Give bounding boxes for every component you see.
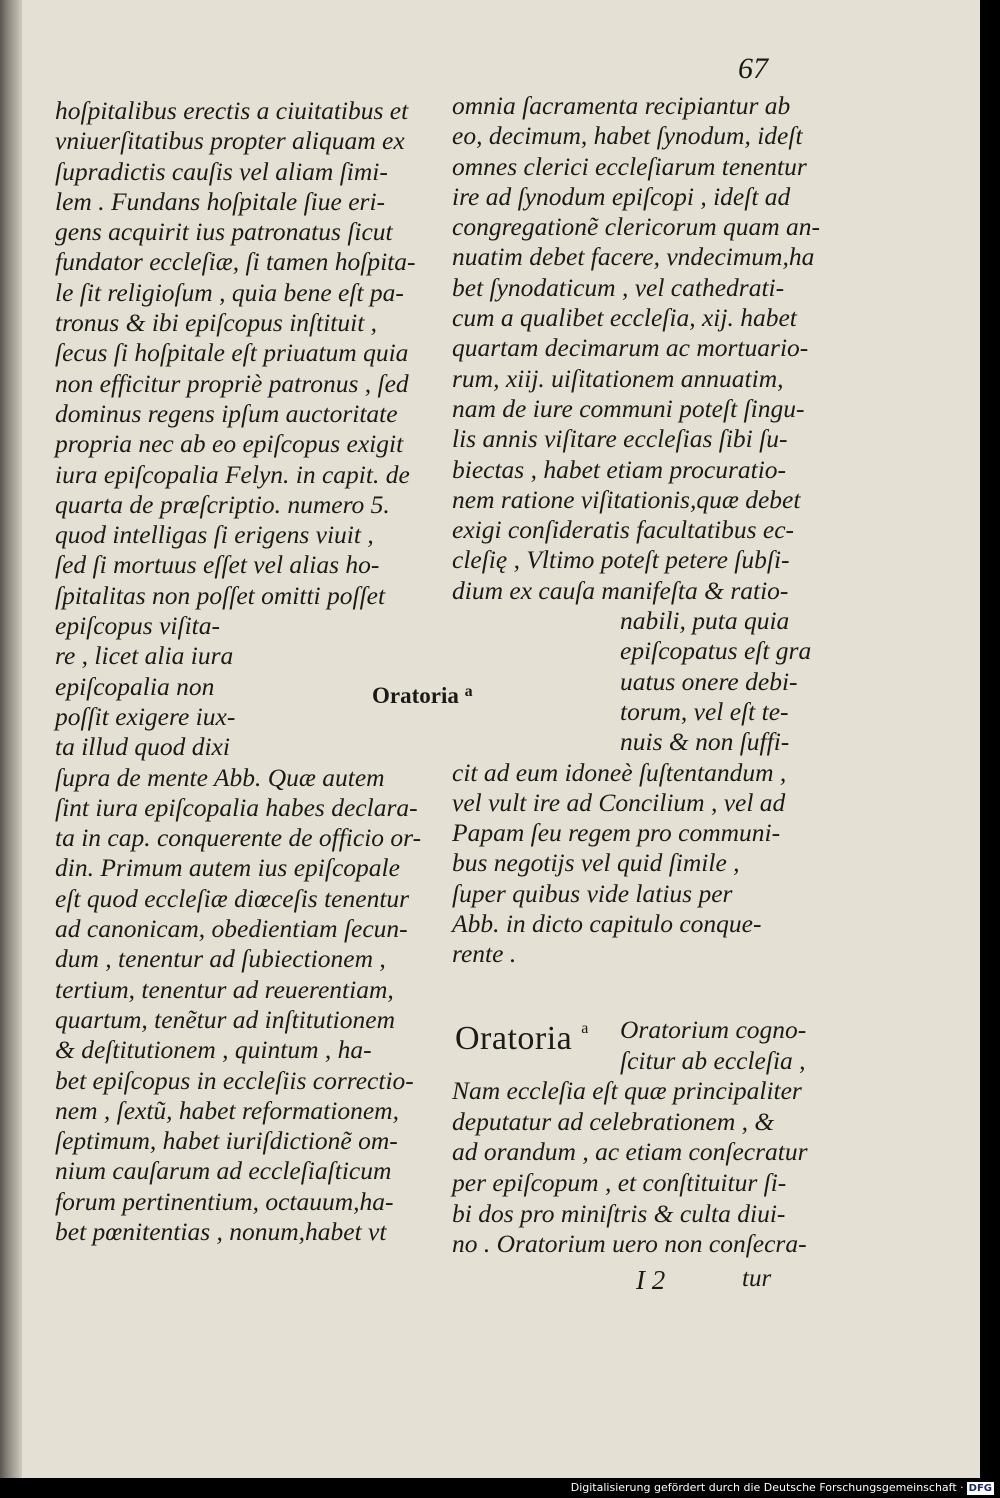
text-line: omnes clerici eccleſiarum tenentur	[452, 151, 807, 181]
signature-mark: I 2	[636, 1265, 666, 1295]
text-line: tertium, tenentur ad reuerentiam,	[55, 974, 394, 1004]
text-line: re , licet alia iura	[55, 641, 234, 671]
text-line: bet ſynodaticum , vel cathedrati-	[452, 272, 785, 302]
text-line: cit ad eum idoneè ſuſtentandum ,	[452, 757, 787, 787]
text-line: poſſit exigere iux-	[55, 701, 236, 731]
text-line: ſed ſi mortuus eſſet vel alias ho-	[55, 550, 380, 580]
text-line: nam de iure communi poteſt ſingu-	[452, 393, 805, 423]
dfg-logo: DFG	[968, 1483, 992, 1494]
text-line: rente .	[452, 939, 517, 969]
text-line: Oratorium cogno-	[620, 1015, 807, 1044]
text-line: bet pœnitentias , nonum,habet vt	[55, 1216, 387, 1246]
text-line: gens acquirit ius patronatus ſicut	[55, 217, 393, 247]
text-line: hoſpitalibus erectis a ciuitatibus et	[55, 96, 409, 125]
text-line: biectas , habet etiam procuratio-	[452, 454, 787, 484]
text-line: ta in cap. conquerente de officio or-	[55, 823, 422, 853]
text-line: bus negotijs vel quid ſimile ,	[452, 848, 740, 878]
text-line: vel vult ire ad Concilium , vel ad	[452, 787, 786, 817]
text-line: Papam ſeu regem pro communi-	[452, 818, 781, 848]
text-line: quarta de præſcriptio. numero 5.	[55, 489, 390, 519]
text-line: omnia ſacramenta recipiantur ab	[452, 91, 791, 120]
text-line: bet epiſcopus in eccleſiis correctio-	[55, 1065, 414, 1095]
text-line: bi dos pro miniſtris & culta diui-	[452, 1198, 786, 1228]
text-line: epiſcopus viſita-	[55, 611, 221, 641]
text-line: uatus onere debi-	[620, 666, 798, 696]
left-column	[55, 96, 421, 1247]
oratorium-paragraph	[452, 1015, 808, 1260]
text-line: ſcitur ab eccleſia ,	[620, 1045, 806, 1075]
text-line: lis annis viſitare eccleſias ſibi ſu-	[452, 424, 788, 454]
text-line: dum , tenentur ad ſubiectionem ,	[55, 944, 386, 974]
text-line: quartum, tenẽtur ad inſtitutionem	[55, 1004, 395, 1034]
text-line: ſint iura epiſcopalia habes declara-	[55, 792, 418, 822]
text-line: nem ratione viſitationis,quæ debet	[452, 484, 801, 514]
text-line: exigi conſideratis facultatibus ec-	[452, 515, 795, 545]
page-gutter	[0, 0, 22, 1478]
text-line: quod intelligas ſi erigens viuit ,	[55, 520, 374, 550]
text-line: congregationẽ clericorum quam an-	[452, 212, 821, 242]
text-line: eſt quod eccleſiæ diœceſis tenentur	[55, 883, 410, 913]
text-line: no . Oratorium uero non conſecra-	[452, 1229, 807, 1259]
text-line: Nam eccleſia eſt quæ principaliter	[452, 1076, 802, 1106]
digitization-footer	[0, 1478, 1000, 1498]
page-number: 67	[738, 52, 768, 85]
text-line: dium ex cauſa manifeſta & ratio-	[452, 575, 789, 605]
text-line: ta illud quod dixi	[55, 732, 230, 762]
text-line: le ſit religioſum , quia bene eſt pa-	[55, 277, 404, 307]
text-line: forum pertinentium, octauum,ha-	[55, 1186, 394, 1216]
text-line: epiſcopatus eſt gra	[620, 636, 812, 666]
text-line: fundator eccleſiæ, ſi tamen hoſpita-	[55, 247, 416, 277]
text-line: epiſcopalia non	[55, 671, 215, 701]
text-line: vniuerſitatibus propter aliquam ex	[55, 126, 405, 156]
text-line: ſupradictis cauſis vel aliam ſimi-	[55, 156, 388, 186]
text-line: lem . Fundans hoſpitale ſiue eri-	[55, 186, 386, 216]
text-line: torum, vel eſt te-	[620, 696, 789, 726]
text-line: nium cauſarum ad eccleſiaſticum	[55, 1156, 392, 1186]
text-line: nabili, puta quia	[620, 606, 790, 636]
text-line: propria nec ab eo epiſcopus exigit	[55, 429, 404, 459]
text-line: ad orandum , ac etiam conſecratur	[452, 1137, 808, 1167]
text-line: ſecus ſi hoſpitale eſt priuatum quia	[55, 338, 409, 368]
text-line: ſupra de mente Abb. Quæ autem	[55, 762, 385, 792]
text-line: iura epiſcopalia Felyn. in capit. de	[55, 459, 410, 489]
text-line: deputatur ad celebrationem , &	[452, 1106, 775, 1136]
text-line: ſuper quibus vide latius per	[452, 878, 733, 908]
text-line: ſpitalitas non poſſet omitti poſſet	[55, 580, 386, 610]
footer-credit: Digitalisierung gefördert durch die Deutsche Forschungsgemeinschaft ·	[570, 1481, 964, 1494]
marginal-heading-small: Oratoria $^a$	[372, 683, 473, 708]
text-line: ire ad ſynodum epiſcopi , ideſt ad	[452, 181, 791, 211]
text-line: Abb. in dicto capitulo conque-	[452, 909, 762, 939]
text-line: ſeptimum, habet iuriſdictionẽ om-	[55, 1126, 398, 1156]
text-line: ad canonicam, obedientiam ſecun-	[55, 914, 408, 944]
right-column	[452, 91, 820, 970]
text-line: per epiſcopum , et conſtituitur ſi-	[452, 1167, 787, 1197]
text-line: din. Primum autem ius epiſcopale	[55, 853, 400, 883]
text-line: quartam decimarum ac mortuario-	[452, 333, 809, 363]
text-line: nuis & non ſuffi-	[620, 727, 790, 757]
text-line: nuatim debet facere, vndecimum,ha	[452, 242, 815, 272]
section-heading-oratoria: Oratoria $^a$	[455, 1020, 589, 1057]
text-line: rum, xiij. uiſitationem annuatim,	[452, 363, 784, 393]
catchword: tur	[742, 1265, 772, 1292]
text-line: cleſię , Vltimo poteſt petere ſubſi-	[452, 545, 790, 575]
text-line: nem , ſextũ, habet reformationem,	[55, 1095, 399, 1125]
text-line: cum a qualibet eccleſia, xij. habet	[452, 303, 797, 333]
text-line: eo, decimum, habet ſynodum, ideſt	[452, 121, 803, 151]
text-line: & deſtitutionem , quintum , ha-	[55, 1035, 372, 1065]
text-line: dominus regens ipſum auctoritate	[55, 398, 398, 428]
text-line: non efficitur propriè patronus , ſed	[55, 368, 409, 398]
text-line: tronus & ibi epiſcopus inſtituit ,	[55, 308, 378, 338]
